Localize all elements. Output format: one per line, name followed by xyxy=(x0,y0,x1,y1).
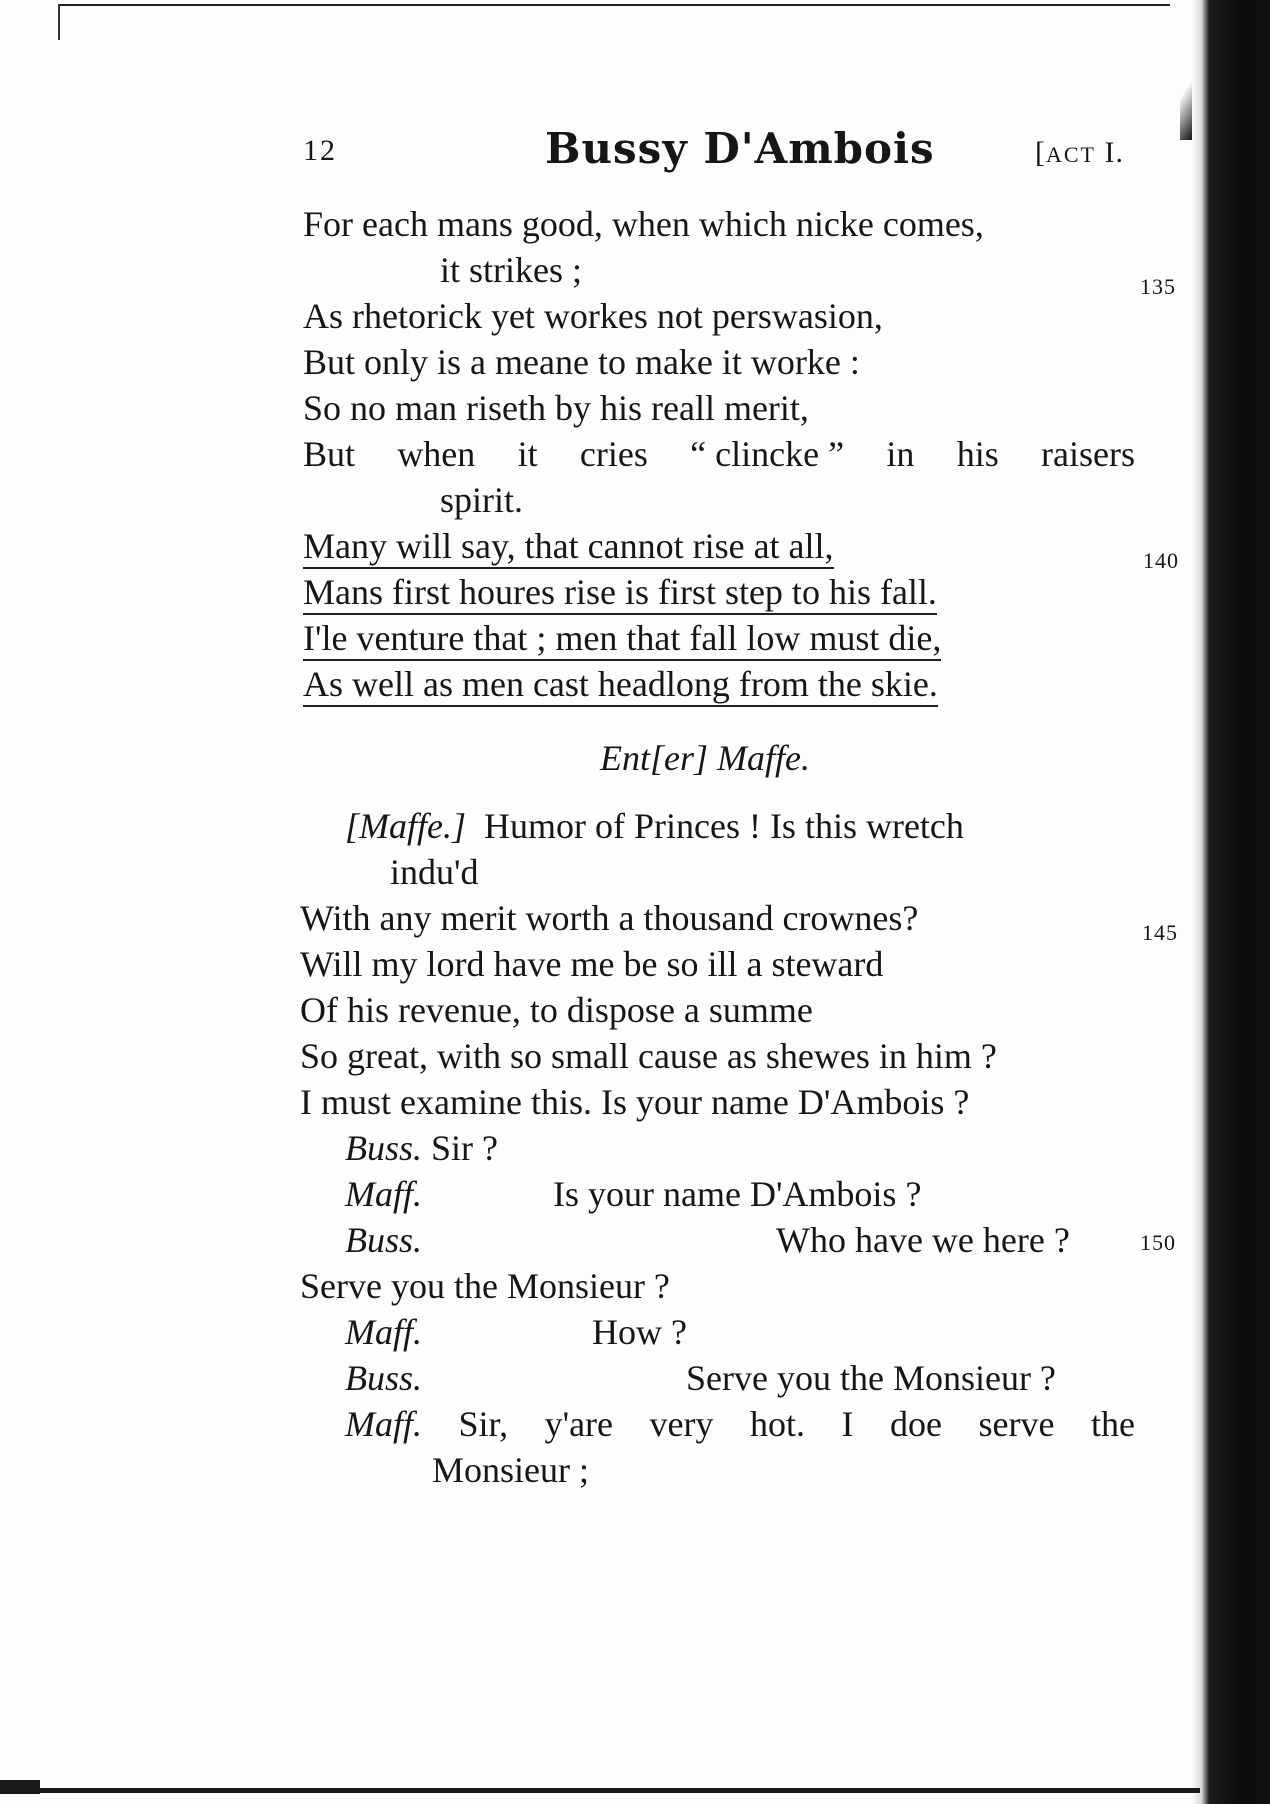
verse-line: For each mans good, when which nicke comes, xyxy=(303,204,984,244)
word: But xyxy=(303,434,356,474)
speech-text: Sir ? xyxy=(431,1128,499,1168)
speaker-name: Maff. xyxy=(345,1312,422,1352)
speaker-name: Maff. xyxy=(345,1174,422,1214)
word: serve xyxy=(978,1404,1055,1444)
stage-direction xyxy=(600,738,810,778)
word: cries xyxy=(579,434,648,474)
speech-text: Humor of Princes ! Is this wretch xyxy=(484,806,964,846)
underline-annotation: Mans first houres rise is first step to his fall. xyxy=(303,572,937,615)
speaker-name: Buss. xyxy=(345,1358,423,1398)
running-title: Bussy D'Ambois xyxy=(545,124,935,173)
stage-bracket: [er] xyxy=(650,738,709,778)
word: hot. xyxy=(749,1404,805,1444)
verse-line-continuation: spirit. xyxy=(440,480,524,520)
act-label xyxy=(1035,136,1124,170)
verse-line: Will my lord have me be so ill a steward xyxy=(300,944,884,984)
speaker-name: Buss. xyxy=(345,1128,423,1168)
page-number: 12 xyxy=(303,134,337,167)
speech-text: Serve you the Monsieur ? xyxy=(686,1358,1056,1398)
speech-text: Is your name D'Ambois ? xyxy=(553,1174,922,1214)
line-number: 135 xyxy=(1140,274,1176,299)
word: raisers xyxy=(1041,434,1135,474)
scan-edge-mark xyxy=(58,4,60,40)
word: it xyxy=(517,434,538,474)
verse-line-underlined xyxy=(303,526,834,566)
speech-text: Who have we here ? xyxy=(776,1220,1070,1260)
running-header xyxy=(0,124,1180,180)
act-bracket: [ xyxy=(1035,136,1046,169)
speech-text: How ? xyxy=(592,1312,687,1352)
verse-line: As rhetorick yet workes not perswasion, xyxy=(303,296,883,336)
underline-annotation: Many will say, that cannot rise at all, xyxy=(303,526,834,569)
verse-line: Of his revenue, to dispose a summe xyxy=(300,990,813,1030)
word: doe xyxy=(890,1404,942,1444)
word: “ clincke ” xyxy=(690,434,845,474)
act-numeral: I. xyxy=(1104,136,1124,169)
underline-annotation: I'le venture that ; men that fall low must die, xyxy=(303,618,941,661)
word: his xyxy=(956,434,999,474)
scan-bottom-edge xyxy=(0,1788,1200,1793)
verse-line: I must examine this. Is your name D'Ambois ? xyxy=(300,1082,970,1122)
word: Sir, xyxy=(458,1404,509,1444)
verse-line: Serve you the Monsieur ? xyxy=(300,1266,670,1306)
verse-line: But only is a meane to make it worke : xyxy=(303,342,860,382)
speech-line xyxy=(345,806,964,846)
verse-line xyxy=(303,434,1135,474)
speaker-name: [Maffe.] xyxy=(345,806,466,846)
speaker-name: Buss. xyxy=(345,1220,423,1260)
verse-line: With any merit worth a thousand crownes? xyxy=(300,898,919,938)
verse-line-continuation: indu'd xyxy=(390,852,479,892)
line-number: 140 xyxy=(1143,548,1179,573)
scan-edge-line xyxy=(60,4,1170,6)
stage-word: Ent xyxy=(600,738,650,778)
word: the xyxy=(1090,1404,1135,1444)
verse-line-underlined xyxy=(303,664,938,704)
speech-line xyxy=(345,1404,1135,1444)
word: in xyxy=(886,434,915,474)
verse-line: So no man riseth by his reall merit, xyxy=(303,388,809,428)
scan-binding-shadow xyxy=(1192,0,1270,1804)
speech-line xyxy=(345,1128,498,1168)
line-number: 150 xyxy=(1140,1230,1176,1255)
verse-line: So great, with so small cause as shewes in him ? xyxy=(300,1036,997,1076)
word: when xyxy=(397,434,476,474)
verse-line-underlined xyxy=(303,618,941,658)
verse-line-continuation: Monsieur ; xyxy=(432,1450,589,1490)
line-number: 145 xyxy=(1142,920,1178,945)
word: I xyxy=(841,1404,854,1444)
act-word: ACT xyxy=(1046,142,1096,167)
verse-line-continuation: it strikes ; xyxy=(440,250,582,290)
underline-annotation: As well as men cast headlong from the skie. xyxy=(303,664,938,707)
word: very xyxy=(649,1404,714,1444)
stage-character: Maffe. xyxy=(717,738,810,778)
verse-line-underlined xyxy=(303,572,937,612)
word: y'are xyxy=(544,1404,614,1444)
speaker-name: Maff. xyxy=(345,1404,422,1444)
